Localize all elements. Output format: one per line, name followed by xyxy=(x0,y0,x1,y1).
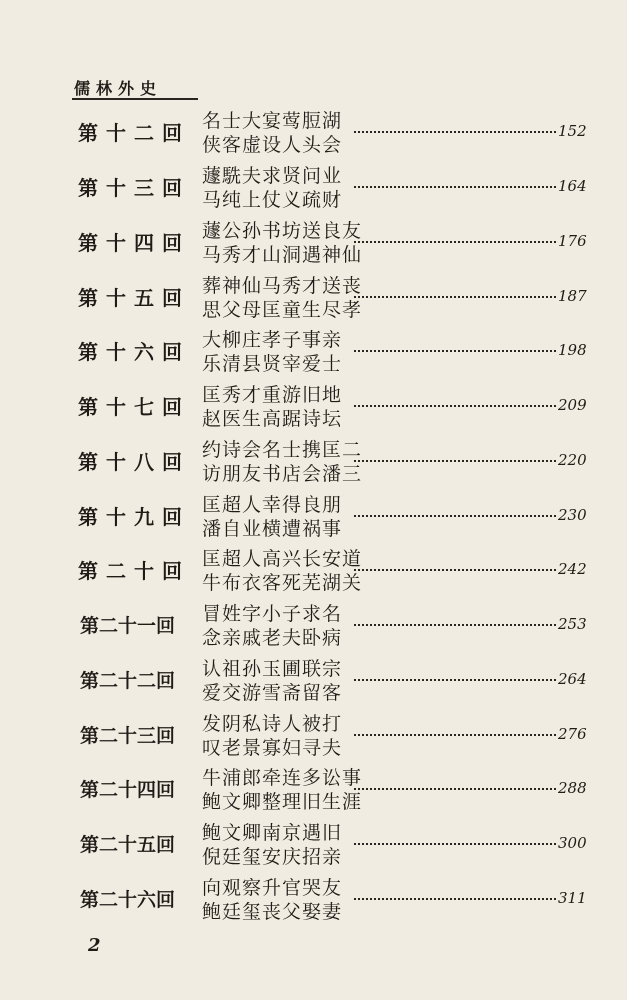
chapter-title-line: 倪廷玺安庆招亲 xyxy=(202,846,343,868)
chapter-title-line: 思父母匡童生尽孝 xyxy=(202,299,363,321)
page-number: 209 xyxy=(558,396,587,414)
chapter-title xyxy=(202,493,342,541)
chapter-title-line: 匡秀才重游旧地 xyxy=(202,384,343,406)
page-number: 176 xyxy=(558,232,587,250)
chapter-number: 第十六回 xyxy=(78,340,190,364)
chapter-title xyxy=(202,219,362,267)
chapter-title xyxy=(202,438,362,486)
chapter-number: 第十八回 xyxy=(78,450,190,474)
toc-entry xyxy=(0,383,627,435)
chapter-title-line: 蘧公孙书坊送良友 xyxy=(202,220,363,242)
toc-entry xyxy=(0,328,627,380)
chapter-title xyxy=(202,328,342,376)
dot-leader xyxy=(354,241,556,243)
chapter-title xyxy=(202,602,342,650)
chapter-number: 第十七回 xyxy=(78,395,190,419)
page-number: 230 xyxy=(558,506,587,524)
running-head-rule xyxy=(72,98,198,100)
dot-leader xyxy=(354,515,556,517)
dot-leader xyxy=(354,460,556,462)
page-number: 152 xyxy=(558,122,587,140)
toc-entry xyxy=(0,657,627,709)
chapter-title-line: 发阴私诗人被打 xyxy=(202,713,343,735)
chapter-number: 第十三回 xyxy=(78,176,190,200)
chapter-title xyxy=(202,109,342,157)
dot-leader xyxy=(354,350,556,352)
chapter-title xyxy=(202,657,342,705)
chapter-title xyxy=(202,766,362,814)
chapter-number: 第二十五回 xyxy=(80,834,176,856)
page-number: 300 xyxy=(558,834,587,852)
toc-entry xyxy=(0,712,627,764)
page-number: 253 xyxy=(558,615,587,633)
toc-entry xyxy=(0,109,627,161)
dot-leader xyxy=(354,405,556,407)
chapter-title-line: 匡超人幸得良朋 xyxy=(202,494,343,516)
page-number: 242 xyxy=(558,560,587,578)
toc-entry xyxy=(0,876,627,928)
toc-entry xyxy=(0,274,627,326)
toc-entry xyxy=(0,493,627,545)
chapter-number: 第十五回 xyxy=(78,286,190,310)
chapter-title-line: 冒姓字小子求名 xyxy=(202,603,343,625)
page-number: 220 xyxy=(558,451,587,469)
chapter-number: 第十四回 xyxy=(78,231,190,255)
page-number: 198 xyxy=(558,341,587,359)
chapter-title-line: 潘自业横遭祸事 xyxy=(202,518,343,540)
dot-leader xyxy=(354,734,556,736)
dot-leader xyxy=(354,624,556,626)
chapter-title-line: 向观察升官哭友 xyxy=(202,877,343,899)
toc-entry xyxy=(0,438,627,490)
chapter-title-line: 认祖孙玉圃联宗 xyxy=(202,658,343,680)
running-head: 儒林外史 xyxy=(74,79,163,98)
page-number: 311 xyxy=(558,889,587,907)
chapter-title-line: 牛浦郎牵连多讼事 xyxy=(202,767,363,789)
chapter-number: 第二十三回 xyxy=(80,725,176,747)
chapter-title xyxy=(202,876,342,924)
toc-entry xyxy=(0,547,627,599)
chapter-title-line: 蘧駪夫求贤问业 xyxy=(202,165,343,187)
chapter-number: 第二十回 xyxy=(78,559,190,583)
chapter-title-line: 葬神仙马秀才送丧 xyxy=(202,275,363,297)
page-number: 164 xyxy=(558,177,587,195)
chapter-title-line: 访朋友书店会潘三 xyxy=(202,463,363,485)
chapter-title xyxy=(202,821,342,869)
chapter-title xyxy=(202,383,342,431)
chapter-title-line: 鲍廷玺丧父娶妻 xyxy=(202,901,343,923)
chapter-title-line: 乐清县贤宰爱士 xyxy=(202,353,343,375)
chapter-number: 第二十六回 xyxy=(80,889,176,911)
chapter-title-line: 爱交游雪斋留客 xyxy=(202,682,343,704)
dot-leader xyxy=(354,679,556,681)
chapter-number: 第二十四回 xyxy=(80,779,176,801)
toc-entry xyxy=(0,766,627,818)
toc-entry xyxy=(0,164,627,216)
chapter-title-line: 鲍文卿南京遇旧 xyxy=(202,822,343,844)
chapter-title xyxy=(202,274,362,322)
dot-leader xyxy=(354,569,556,571)
chapter-number: 第二十二回 xyxy=(80,670,176,692)
chapter-number: 第十二回 xyxy=(78,121,190,145)
page-number: 187 xyxy=(558,287,587,305)
toc-entry xyxy=(0,219,627,271)
chapter-title-line: 叹老景寡妇寻夫 xyxy=(202,737,343,759)
dot-leader xyxy=(354,898,556,900)
toc-entry xyxy=(0,602,627,654)
chapter-title-line: 赵医生高踞诗坛 xyxy=(202,408,343,430)
chapter-title-line: 念亲戚老夫卧病 xyxy=(202,627,343,649)
page-number: 276 xyxy=(558,725,587,743)
dot-leader xyxy=(354,296,556,298)
page-number: 288 xyxy=(558,779,587,797)
chapter-number: 第十九回 xyxy=(78,505,190,529)
chapter-title-line: 马秀才山洞遇神仙 xyxy=(202,244,363,266)
chapter-title-line: 侠客虚设人头会 xyxy=(202,134,343,156)
chapter-title-line: 匡超人高兴长安道 xyxy=(202,548,363,570)
dot-leader xyxy=(354,788,556,790)
chapter-title-line: 牛布衣客死芜湖关 xyxy=(202,572,363,594)
folio-page-number: 2 xyxy=(88,935,101,956)
chapter-title xyxy=(202,547,362,595)
chapter-title-line: 约诗会名士携匡二 xyxy=(202,439,363,461)
chapter-title-line: 大柳庄孝子事亲 xyxy=(202,329,343,351)
chapter-number: 第二十一回 xyxy=(80,615,176,637)
chapter-title-line: 马纯上仗义疏财 xyxy=(202,189,343,211)
page-number: 264 xyxy=(558,670,587,688)
chapter-title-line: 鲍文卿整理旧生涯 xyxy=(202,791,363,813)
chapter-title-line: 名士大宴莺脰湖 xyxy=(202,110,343,132)
chapter-title xyxy=(202,164,342,212)
toc-entry xyxy=(0,821,627,873)
dot-leader xyxy=(354,186,556,188)
dot-leader xyxy=(354,131,556,133)
dot-leader xyxy=(354,843,556,845)
chapter-title xyxy=(202,712,342,760)
